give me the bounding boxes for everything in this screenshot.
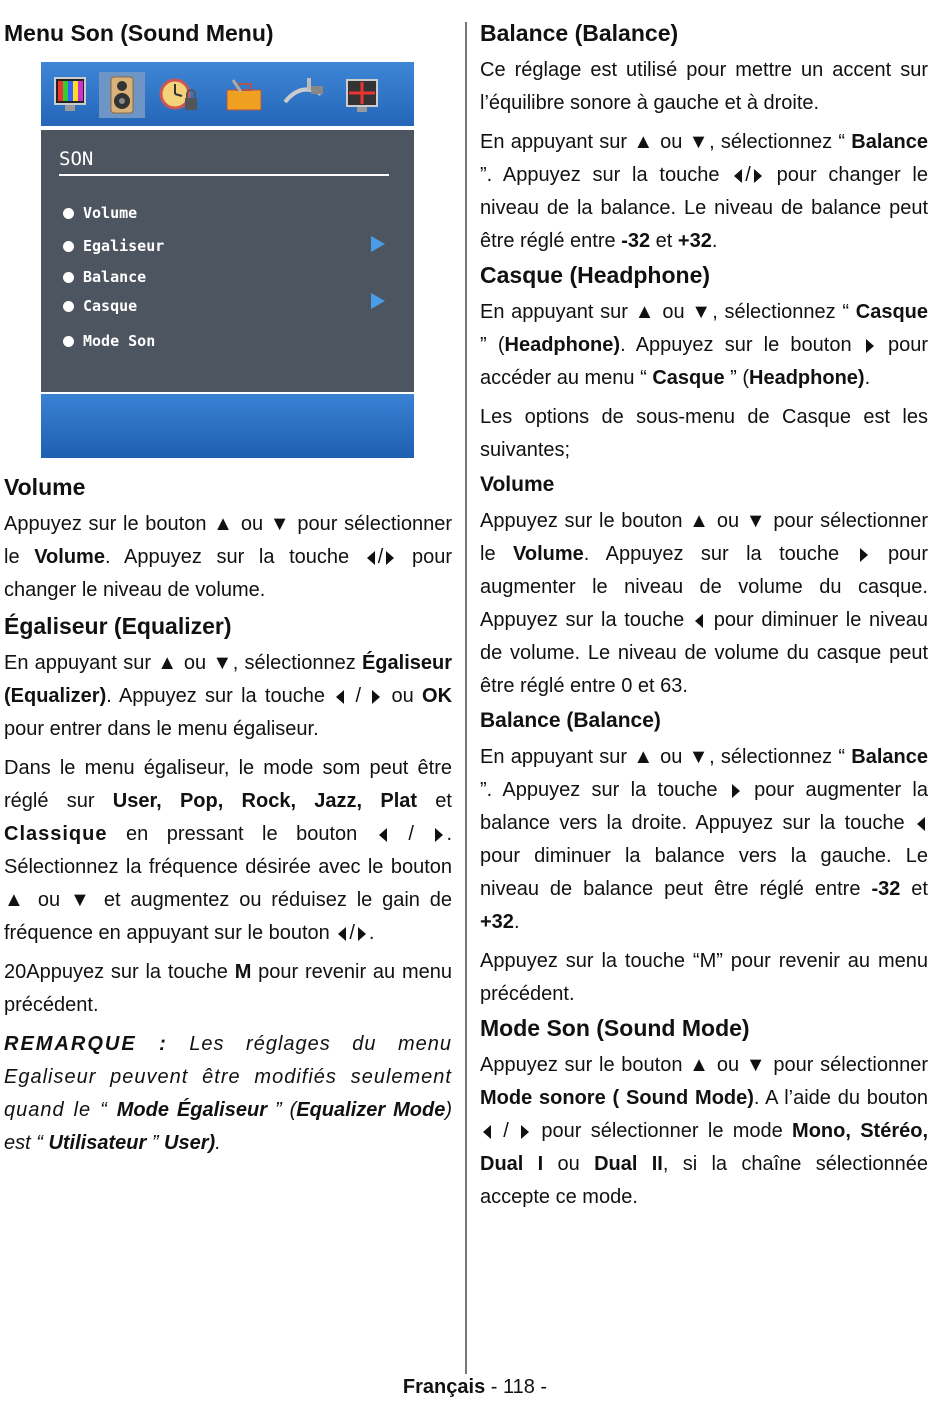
left-arrow-icon <box>483 1125 491 1139</box>
egaliseur-paragraph-3: 20Appuyez sur la touche M pour revenir au menu précédent. <box>4 961 452 1016</box>
right-arrow-icon <box>358 927 366 941</box>
left-arrow-icon <box>379 828 387 842</box>
casque-heading: Casque (Headphone) <box>480 262 711 288</box>
volume-heading: Volume <box>4 474 86 500</box>
casque-balance-subheading: Balance (Balance) <box>480 709 661 732</box>
left-arrow-icon <box>336 690 344 704</box>
toolbox-icon <box>221 72 267 118</box>
left-text <box>4 472 452 1160</box>
speaker-icon <box>99 72 145 118</box>
balance-paragraph-2: En appuyant sur ▲ ou ▼, sélectionnez “ Balance ”. Appuyez sur la touche / pour changer le niveau de la balance. Le niveau de balance peut être réglé entre -32 et +32. <box>480 131 928 252</box>
column-divider <box>465 22 467 1374</box>
right-arrow-icon <box>372 690 380 704</box>
right-arrow-icon <box>732 784 740 798</box>
casque-return-paragraph: Appuyez sur la touche “M” pour revenir au menu précédent. <box>480 950 928 1005</box>
bullet-icon <box>63 272 74 283</box>
menu-item-casque[interactable]: Casque <box>63 297 137 315</box>
mode-son-paragraph: Appuyez sur le bouton ▲ ou ▼ pour sélectionner Mode sonore ( Sound Mode). A l’aide du bouton / pour sélectionner le mode Mono, Stéréo, Dual I ou Dual II, si la chaîne sélectionnée accepte ce mode. <box>480 1054 929 1208</box>
page-number: - 118 - <box>485 1376 548 1398</box>
page-footer <box>0 1376 950 1399</box>
left-arrow-icon <box>695 614 703 628</box>
menu-item-mode-son[interactable]: Mode Son <box>63 332 155 350</box>
casque-paragraph-2: Les options de sous-menu de Casque est les suivantes; <box>480 406 928 461</box>
casque-paragraph-1: En appuyant sur ▲ ou ▼, sélectionnez “ Casque ” (Headphone). Appuyez sur le bouton pour accéder au menu “ Casque ” (Headphone). <box>480 301 928 389</box>
mode-son-heading: Mode Son (Sound Mode) <box>480 1015 750 1041</box>
balance-heading: Balance (Balance) <box>480 20 679 46</box>
right-arrow-icon <box>866 339 874 353</box>
egaliseur-heading: Égaliseur (Equalizer) <box>4 613 232 639</box>
bullet-icon <box>63 301 74 312</box>
left-arrow-icon <box>367 551 375 565</box>
menu-icon-bar <box>41 62 414 126</box>
egaliseur-paragraph-2: Dans le menu égaliseur, le mode som peut être réglé sur User, Pop, Rock, Jazz, Plat et Classique en pressant le bouton / . Sélectionnez la fréquence désirée avec le bouton ▲ ou ▼ et augmentez ou réduisez le gain de fréquence en appuyant sur le bouton / . <box>4 757 453 944</box>
left-arrow-icon <box>734 169 742 183</box>
right-column <box>480 18 928 1214</box>
right-arrow-icon <box>435 828 443 842</box>
remarque-note: REMARQUE : Les réglages du menu Egaliseur peuvent être modifiés seulement quand le “ Mode Égaliseur ” (Equalizer Mode) est “ Utilisateur ” User). <box>4 1033 453 1154</box>
bullet-icon <box>63 241 74 252</box>
menu-item-balance[interactable]: Balance <box>63 268 146 286</box>
right-arrow-icon <box>521 1125 529 1139</box>
left-arrow-icon <box>338 927 346 941</box>
menu-panel <box>41 130 414 392</box>
picture-icon <box>47 72 93 118</box>
egaliseur-paragraph-1: En appuyant sur ▲ ou ▼, sélectionnez Égaliseur (Equalizer). Appuyez sur la touche / ou OK pour entrer dans le menu égaliseur. <box>4 652 453 740</box>
clock-lock-icon <box>155 72 201 118</box>
right-arrow-icon <box>386 551 394 565</box>
menu-title-underline <box>59 174 389 176</box>
submenu-arrow-icon <box>371 236 385 252</box>
submenu-arrow-icon <box>371 293 385 309</box>
cable-icon <box>281 72 327 118</box>
casque-volume-paragraph: Appuyez sur le bouton ▲ ou ▼ pour sélectionner le Volume. Appuyez sur la touche pour augmenter le niveau de volume du casque. Appuyez sur la touche pour diminuer le niveau de volume. Le niveau de volume du casque peut être réglé entre 0 et 63. <box>480 510 929 697</box>
screen-setup-icon <box>339 72 385 118</box>
menu-footer-bar <box>41 394 414 458</box>
menu-item-volume[interactable]: Volume <box>63 204 137 222</box>
footer-language: Français <box>402 1376 486 1398</box>
balance-paragraph-1: Ce réglage est utilisé pour mettre un accent sur l’équilibre sonore à gauche et à droite. <box>480 59 928 114</box>
menu-item-egaliseur[interactable]: Egaliseur <box>63 237 164 255</box>
casque-volume-subheading: Volume <box>480 473 555 496</box>
menu-title: SON <box>59 148 94 170</box>
left-arrow-icon <box>917 817 925 831</box>
section-title: Menu Son (Sound Menu) <box>4 20 274 46</box>
right-arrow-icon <box>754 169 762 183</box>
sound-menu-screenshot <box>41 62 414 458</box>
bullet-icon <box>63 336 74 347</box>
volume-paragraph: Appuyez sur le bouton ▲ ou ▼ pour sélectionner le Volume. Appuyez sur la touche / pour changer le niveau de volume. <box>4 513 453 601</box>
bullet-icon <box>63 208 74 219</box>
right-arrow-icon <box>860 548 868 562</box>
casque-balance-paragraph: En appuyant sur ▲ ou ▼, sélectionnez “ Balance ”. Appuyez sur la touche pour augmenter la balance vers la droite. Appuyez sur la touche pour diminuer la balance vers la gauche. Le niveau de balance peut être réglé entre -32 et +32. <box>480 746 928 933</box>
